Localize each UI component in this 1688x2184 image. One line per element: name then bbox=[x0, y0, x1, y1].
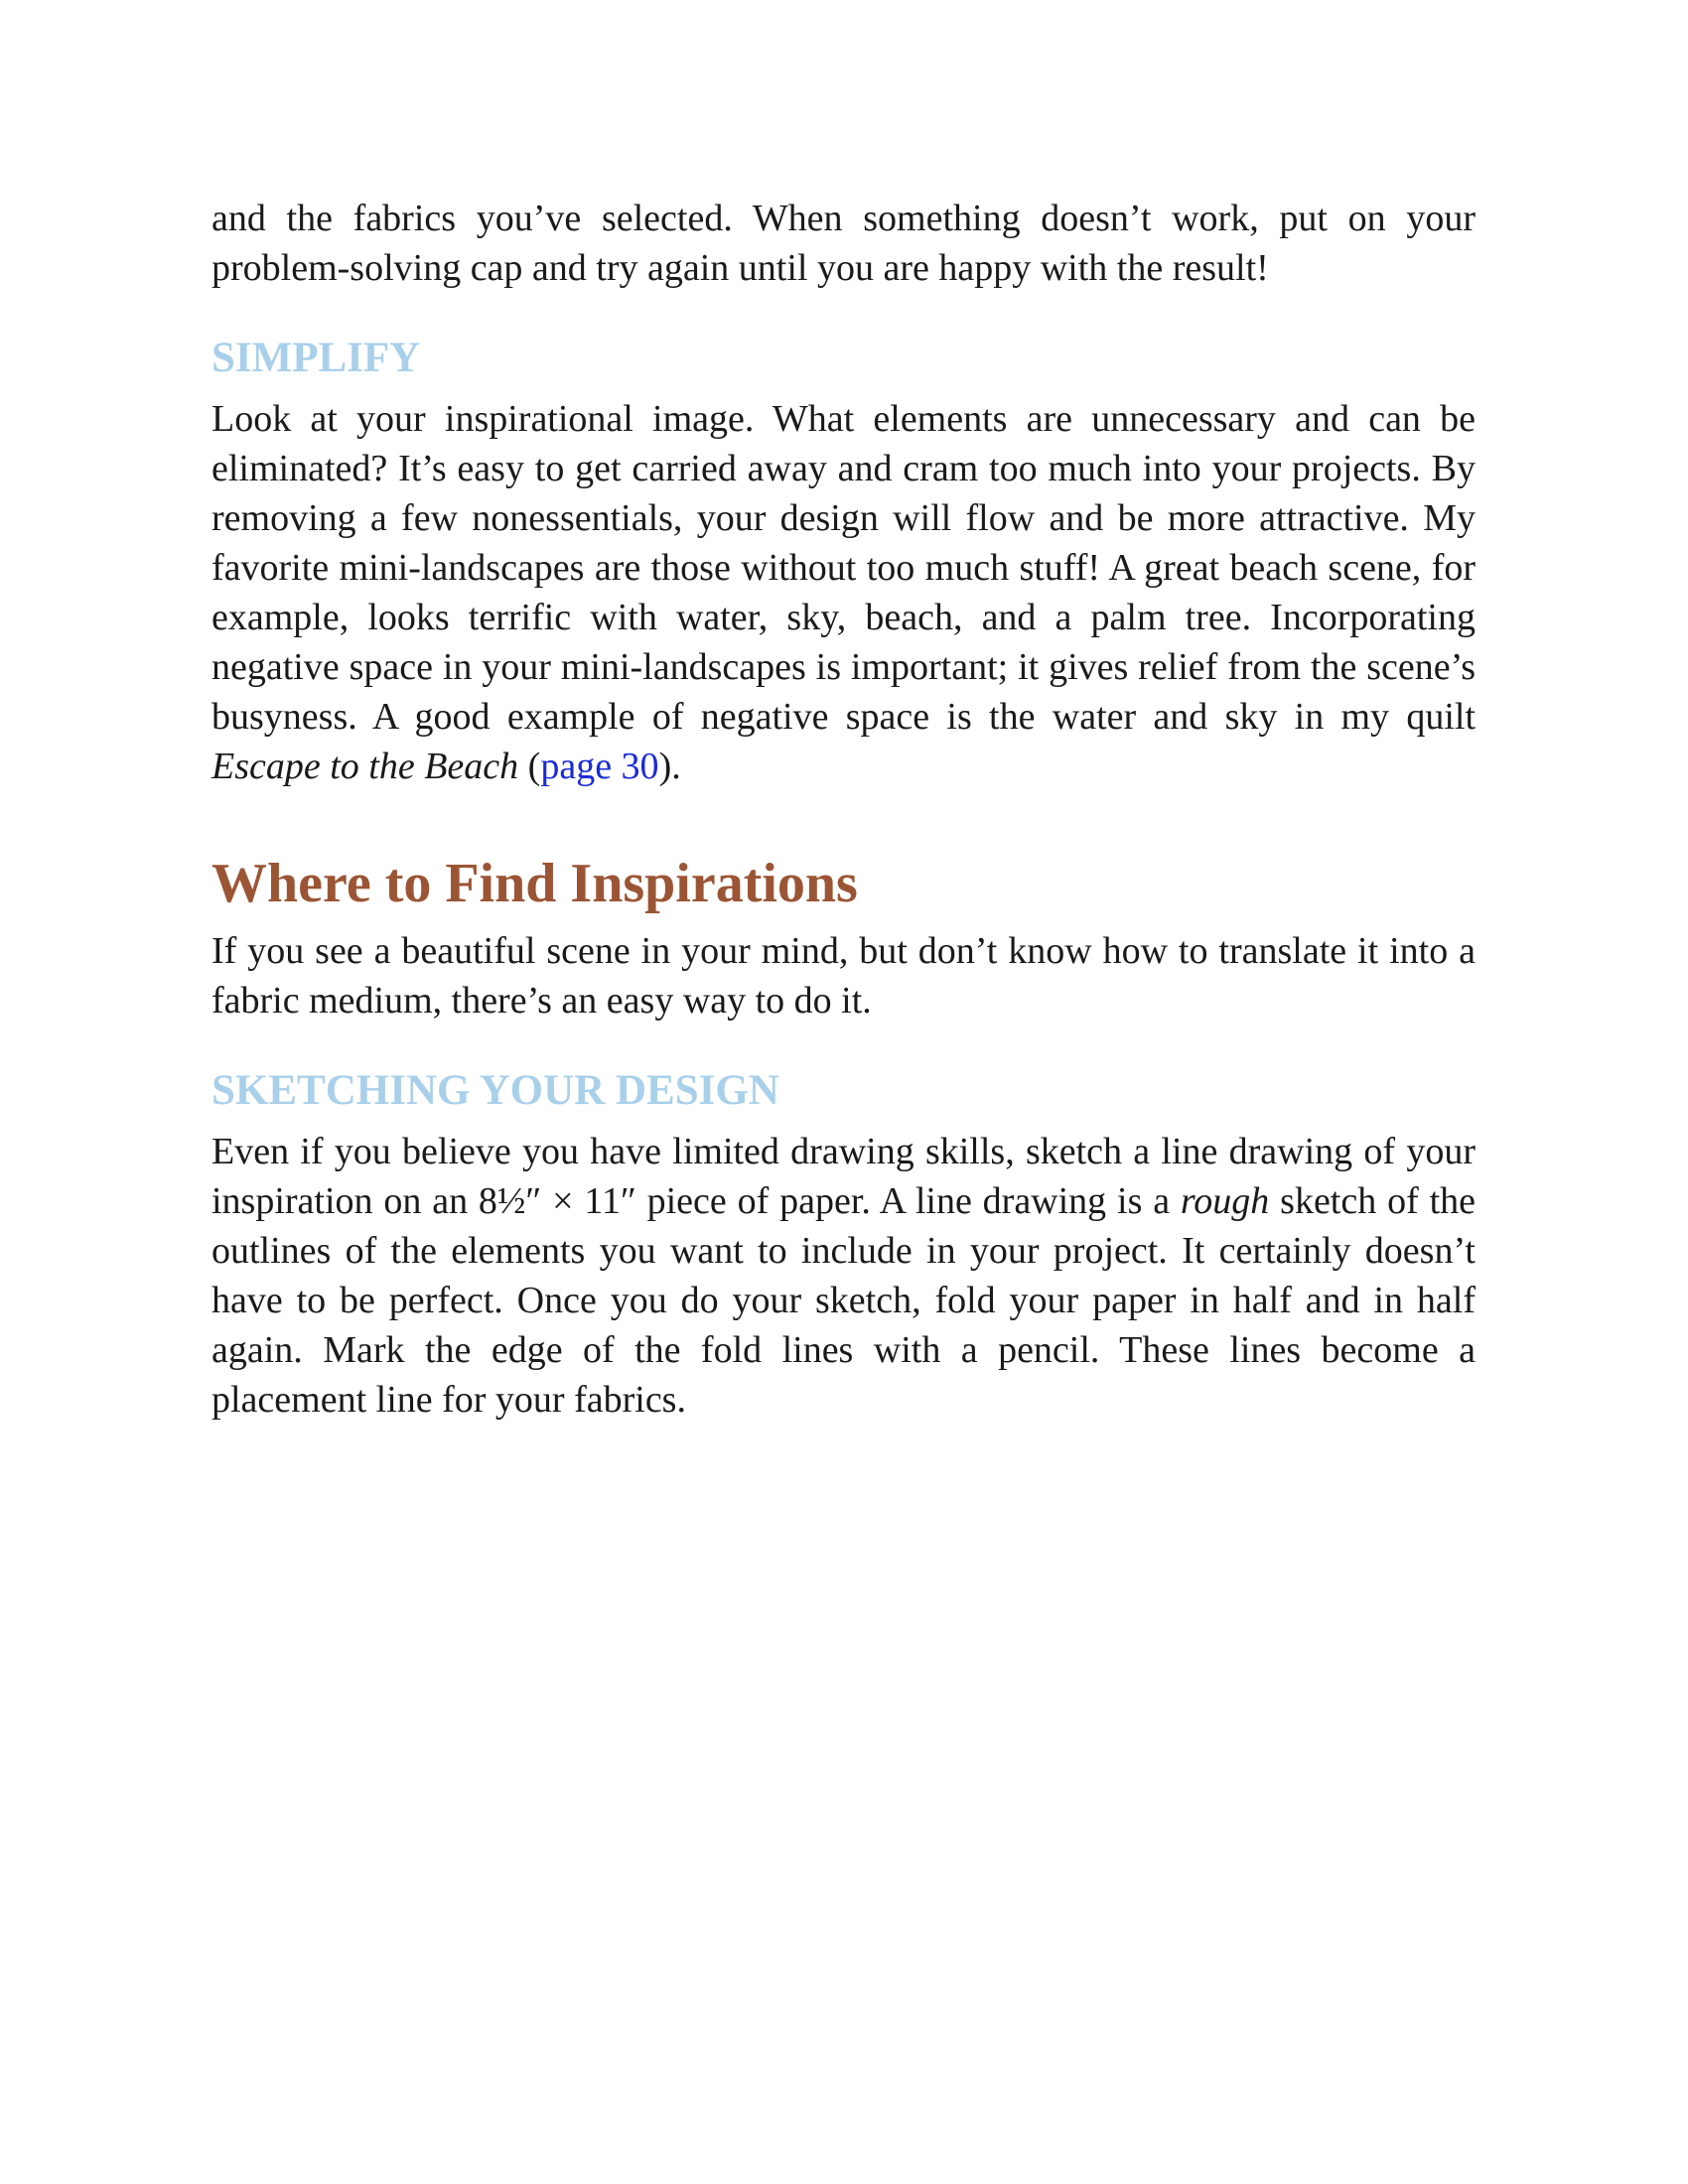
page-content bbox=[211, 194, 1476, 1425]
close-paren: ). bbox=[658, 746, 681, 787]
open-paren: ( bbox=[518, 746, 541, 787]
simplify-body: Look at your inspirational image. What elements are unnecessary and can be eliminated? It’s easy to get carried away and cram too much into your projects. By removing a few nonessentials, your design will flow and be more attractive. My favorite mini-landscapes are those without too much stuff! A great beach scene, for example, looks terrific with water, sky, beach, and a palm tree. Incorporating negative space in your mini-landscapes is important; it gives relief from the scene’s busyness. A good example of negative space is the water and sky in my quilt bbox=[211, 398, 1476, 738]
rough-emphasis: rough bbox=[1180, 1180, 1270, 1222]
simplify-heading: SIMPLIFY bbox=[211, 335, 421, 381]
sketching-body-before: Even if you believe you have limited drawing skills, sketch a line drawing of your inspiration on an 8½″ × 11″ piece of paper. A line drawing is a bbox=[211, 1131, 1476, 1222]
sketching-heading: SKETCHING YOUR DESIGN bbox=[211, 1067, 779, 1114]
intro-paragraph: and the fabrics you’ve selected. When something doesn’t work, put on your problem-solving cap and try again until you are happy with the result! bbox=[211, 198, 1476, 289]
simplify-paragraph bbox=[211, 394, 1476, 791]
inspirations-heading: Where to Find Inspirations bbox=[211, 853, 858, 914]
sketching-body-after: sketch of the outlines of the elements you want to include in your project. It certainly doesn’t have to be perfect. Once you do your sketch, fold your paper in half and in half again. Mark the edge of the fold lines with a pencil. These lines become a placement line for your fabrics. bbox=[211, 1180, 1476, 1421]
page-30-link[interactable]: page 30 bbox=[540, 746, 659, 787]
inspirations-paragraph: If you see a beautiful scene in your mind, but don’t know how to translate it into a fabric medium, there’s an easy way to do it. bbox=[211, 930, 1476, 1022]
quilt-title: Escape to the Beach bbox=[211, 746, 519, 787]
sketching-paragraph bbox=[211, 1127, 1476, 1425]
